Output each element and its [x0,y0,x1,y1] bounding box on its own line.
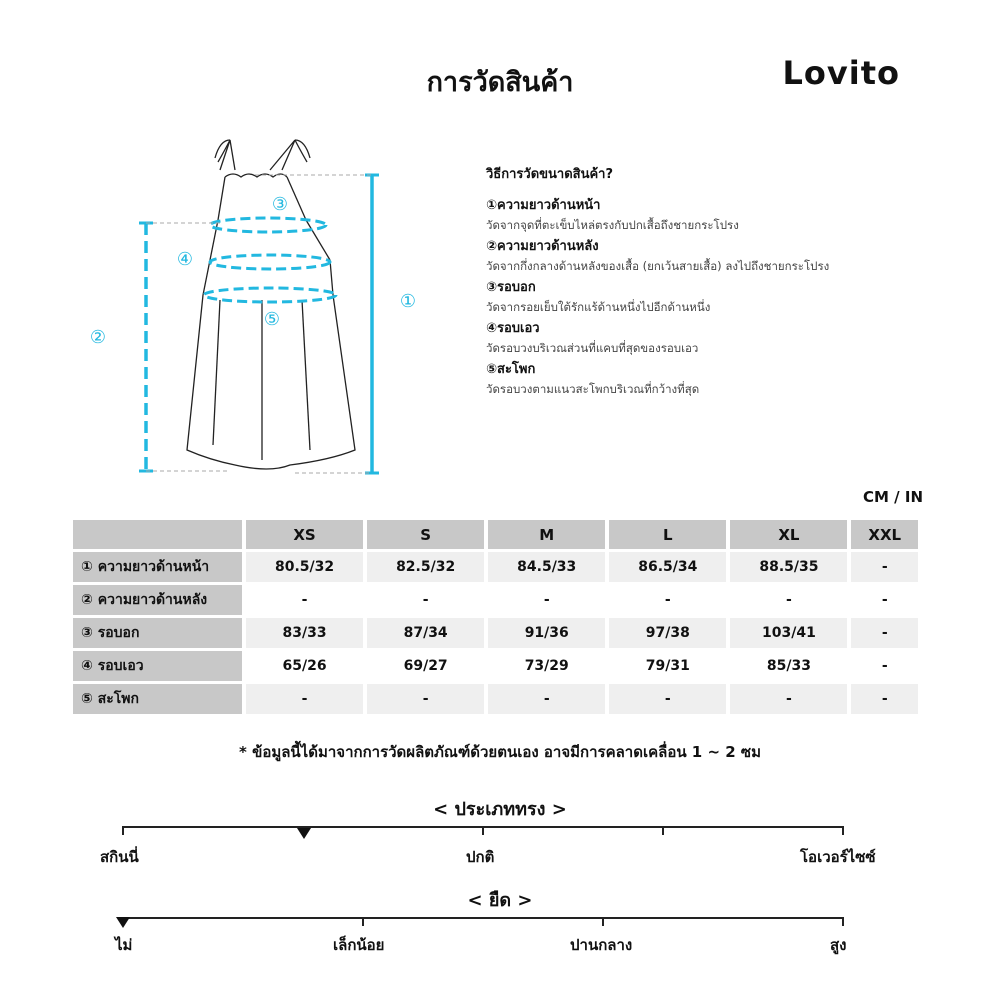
table-cell: - [367,585,484,615]
fit-scale-tick [842,826,844,835]
measurement-guides [204,218,336,302]
label-hip: ⑤ [263,309,281,330]
row-label: ④ รอบเอว [73,651,242,681]
row-label: ② ความยาวด้านหลัง [73,585,242,615]
measure-heading: ①ความยาวด้านหน้า [486,198,601,213]
row-label: ⑤ สะโพก [73,684,242,714]
measure-description: วัดจากรอยเย็บใต้รักแร้ด้านหนึ่งไปอีกด้านหนึ่ง [486,300,711,314]
table-row [73,684,918,714]
size-table [69,517,922,717]
table-cell: 86.5/34 [609,552,726,582]
table-cell: 82.5/32 [367,552,484,582]
table-cell: - [246,684,363,714]
label-bust: ③ [271,194,289,215]
table-cell: 80.5/32 [246,552,363,582]
table-cell: - [367,684,484,714]
table-row [73,585,918,615]
table-cell: - [730,585,847,615]
table-cell: - [851,552,918,582]
table-row [73,651,918,681]
measure-item [486,360,956,399]
table-row [73,552,918,582]
measure-item [486,319,956,358]
stretch-label-none: ไม่ [115,936,133,954]
stretch-scale-tick [602,917,604,926]
measure-item [486,196,956,235]
table-cell: - [488,585,605,615]
stretch-label-medium: ปานกลาง [570,936,633,954]
size-header: S [367,520,484,549]
size-header: M [488,520,605,549]
table-cell: 79/31 [609,651,726,681]
fit-label-oversize: โอเวอร์ไซซ์ [800,848,876,866]
table-cell: - [246,585,363,615]
size-header: L [609,520,726,549]
label-back-length: ② [89,327,107,348]
table-cell: 85/33 [730,651,847,681]
measure-heading: ②ความยาวด้านหลัง [486,239,599,254]
stretch-scale-title: < ยืด > [467,890,533,911]
table-cell: - [851,618,918,648]
page-title: การวัดสินค้า [426,67,574,98]
dress-measurement-diagram [70,125,440,485]
size-header: XXL [851,520,918,549]
stretch-scale-line [122,917,844,919]
table-cell: - [609,684,726,714]
measure-item [486,278,956,317]
fit-scale-tick [122,826,124,835]
size-header: XL [730,520,847,549]
stretch-scale-tick [362,917,364,926]
how-to-title: วิธีการวัดขนาดสินค้า? [486,167,614,182]
table-cell: - [730,684,847,714]
measure-heading: ③รอบอก [486,280,536,295]
table-cell: 87/34 [367,618,484,648]
table-cell: - [851,651,918,681]
table-cell: - [609,585,726,615]
table-cell: - [851,684,918,714]
label-front-length: ① [399,291,417,312]
measure-description: วัดรอบวงบริเวณส่วนที่แคบที่สุดของรอบเอว [486,341,699,355]
table-cell: 73/29 [488,651,605,681]
table-row [73,618,918,648]
label-waist: ④ [176,249,194,270]
table-header-blank [73,520,242,549]
stretch-label-high: สูง [830,936,847,954]
table-cell: 84.5/33 [488,552,605,582]
fit-scale-tick [482,826,484,835]
brand-logo: Lovito [782,54,900,92]
stretch-scale-tick [842,917,844,926]
measure-description: วัดจากกึ่งกลางด้านหลังของเสื้อ (ยกเว้นสายเสื้อ) ลงไปถึงชายกระโปรง [486,259,830,273]
fit-label-skinny: สกินนี่ [100,848,139,866]
fit-scale-tick [662,826,664,835]
size-header: XS [246,520,363,549]
table-cell: 83/33 [246,618,363,648]
table-header-row [73,520,918,549]
table-cell: 97/38 [609,618,726,648]
table-cell: - [488,684,605,714]
table-cell: 88.5/35 [730,552,847,582]
measure-heading: ④รอบเอว [486,321,540,336]
stretch-marker-icon [116,917,130,928]
fit-marker-icon [297,828,311,839]
measure-description: วัดจากจุดที่ตะเข็บไหล่ตรงกับปกเสื้อถึงชายกระโปรง [486,218,739,232]
unit-label: CM / IN [863,488,923,506]
how-to-measure [486,163,956,401]
table-cell: 91/36 [488,618,605,648]
row-label: ③ รอบอก [73,618,242,648]
fit-scale-title: < ประเภททรง > [433,799,567,820]
dress-illustration [187,140,355,469]
table-cell: 103/41 [730,618,847,648]
measure-item [486,237,956,276]
fit-label-regular: ปกติ [466,848,495,866]
table-cell: - [851,585,918,615]
measurement-note: * ข้อมูลนี้ได้มาจากการวัดผลิตภัณฑ์ด้วยตนเอง อาจมีการคลาดเคลื่อน 1 ~ 2 ซม [239,743,761,761]
measure-heading: ⑤สะโพก [486,362,536,377]
table-cell: 65/26 [246,651,363,681]
stretch-label-slight: เล็กน้อย [333,936,385,954]
row-label: ① ความยาวด้านหน้า [73,552,242,582]
table-cell: 69/27 [367,651,484,681]
measure-description: วัดรอบวงตามแนวสะโพกบริเวณที่กว้างที่สุด [486,382,700,396]
